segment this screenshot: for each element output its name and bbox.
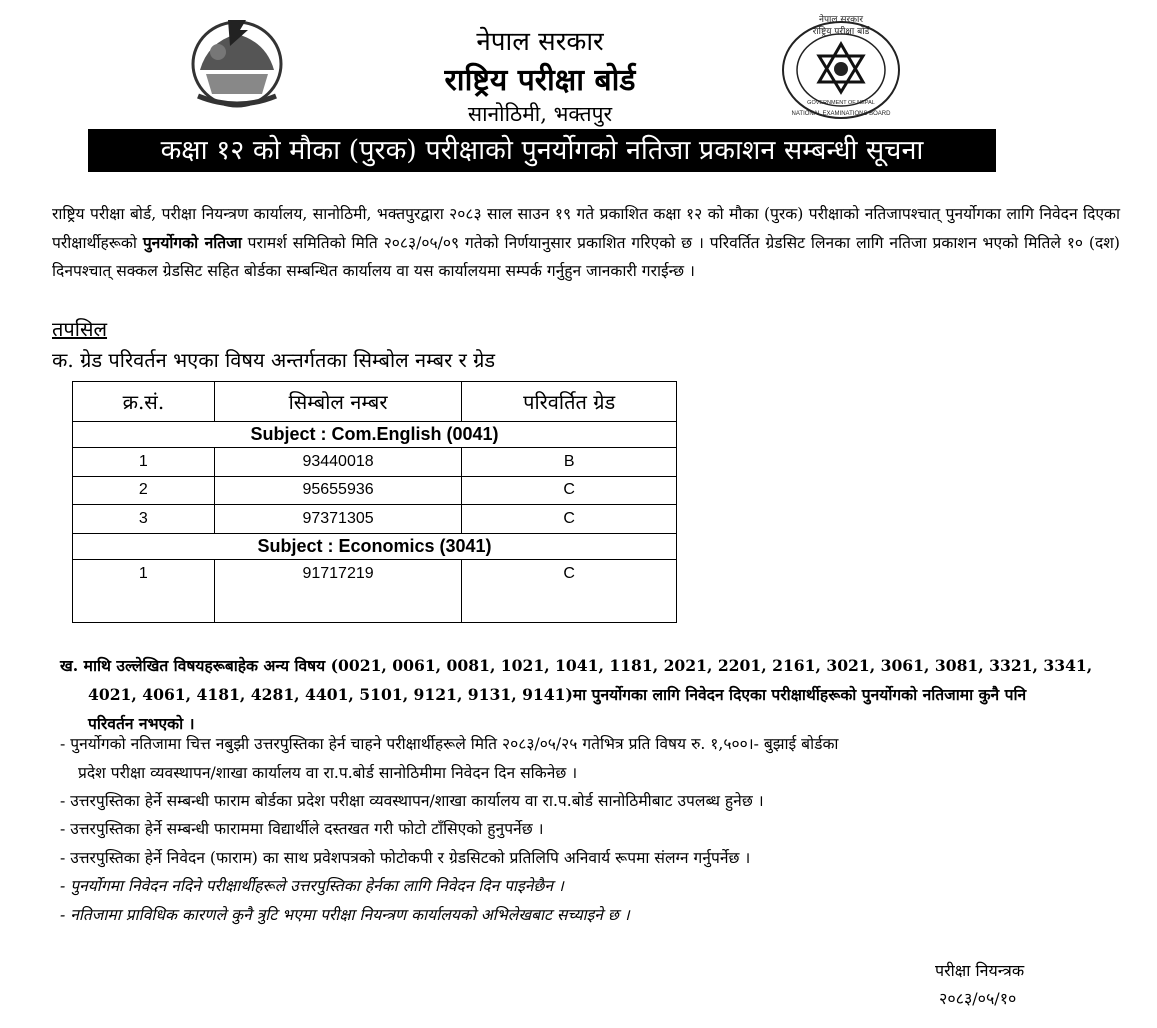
column-header-sn: क्र.सं. (73, 382, 215, 422)
signature-block (935, 957, 1024, 1013)
cell-grade: B (462, 448, 677, 476)
board-name: राष्ट्रिय परीक्षा बोर्ड (444, 63, 636, 98)
cell-sn: 2 (73, 476, 215, 504)
note-dash-5: - पुनर्योगमा निवेदन नदिने परीक्षार्थीहरूले उत्तरपुस्तिका हेर्नका लागि निवेदन दिन पाइनेछैन । (60, 877, 564, 895)
board-seal-icon (778, 12, 904, 122)
cell-sn: 1 (73, 559, 215, 622)
cell-grade: C (462, 505, 677, 533)
table-row (73, 505, 677, 533)
cell-grade: C (462, 559, 677, 622)
intro-paragraph (52, 200, 1120, 286)
grade-change-table (72, 381, 677, 623)
seal-text-ring: NATIONAL EXAMINATIONS BOARD (791, 111, 891, 117)
government-name: नेपाल सरकार (476, 27, 604, 57)
note-kha-line3: परिवर्तन नभएको । (88, 714, 195, 733)
table-row (73, 559, 677, 622)
note-dash-1-line2: प्रदेश परीक्षा व्यवस्थापन/शाखा कार्यालय वा रा.प.बोर्ड सानोठिमीमा निवेदन दिन सकिनेछ । (78, 764, 578, 782)
table-row (73, 448, 677, 476)
column-header-symbol: सिम्बोल नम्बर (214, 382, 462, 422)
note-dash-2: - उत्तरपुस्तिका हेर्ने सम्बन्धी फाराम बोर्डका प्रदेश परीक्षा व्यवस्थापन/शाखा कार्यालय वा रा.प.बोर्ड सानोठिमीबाट उपलब्ध हुनेछ । (60, 792, 764, 810)
section-ka-heading: क. ग्रेड परिवर्तन भएका विषय अन्तर्गतका सिम्बोल नम्बर र ग्रेड (52, 348, 496, 372)
cell-sn: 3 (73, 505, 215, 533)
subject-title: Subject : Com.English (0041) (73, 421, 677, 447)
note-dash-4: - उत्तरपुस्तिका हेर्ने निवेदन (फाराम) का साथ प्रवेशपत्रको फोटोकपी र ग्रेडसिटको प्रतिलिपि अनिवार्य रूपमा संलग्न गर्नुपर्नेछ । (60, 849, 751, 867)
cell-sn: 1 (73, 448, 215, 476)
subject-row (73, 421, 677, 447)
board-address: सानोठिमी, भक्तपुर (467, 102, 613, 126)
subject-title: Subject : Economics (3041) (73, 533, 677, 559)
cell-symbol: 97371305 (214, 505, 462, 533)
subject-row (73, 533, 677, 559)
note-dash-1 (60, 730, 1122, 788)
intro-text-2: परामर्श समितिको मिति २०८३/०५/०९ गतेको निर्णयानुसार प्रकाशित गरिएको छ । परिवर्तित ग्रेडसिट लिनका लागि नतिजा प्रकाशन भएको मितिले १० (दश) दिनपश्चात् सक्कल ग्रेडसिट सहित बोर्डका सम्बन्धित कार्यालय वा यस कार्यालयमा सम्पर्क गर्नुहुन जानकारी गराईन्छ । (52, 233, 1120, 280)
cell-symbol: 91717219 (214, 559, 462, 622)
column-header-grade: परिवर्तित ग्रेड (462, 382, 677, 422)
seal-text-gov: GOVERNMENT OF NEPAL (807, 100, 875, 106)
cell-symbol: 93440018 (214, 448, 462, 476)
signature-title: परीक्षा नियन्त्रक (935, 961, 1025, 980)
note-dash-3: - उत्तरपुस्तिका हेर्ने सम्बन्धी फाराममा विद्यार्थीले दस्तखत गरी फोटो टाँसिएको हुनुपर्नेछ । (60, 820, 544, 838)
note-dash-1-line1: - पुनर्योगको नतिजामा चित्त नबुझी उत्तरपुस्तिका हेर्न चाहने परीक्षार्थीहरूले मिति २०८३/०५/२५ गतेभित्र प्रति विषय रु. १,५००।- बुझाई बोर्डका (60, 735, 839, 753)
notice-banner: कक्षा १२ को मौका (पुरक) परीक्षाको पुनर्योगको नतिजा प्रकाशन सम्बन्धी सूचना (88, 129, 996, 172)
note-dash-6: - नतिजामा प्राविधिक कारणले कुनै त्रुटि भएमा परीक्षा नियन्त्रण कार्यालयको अभिलेखबाट सच्याइने छ । (60, 906, 630, 924)
intro-text-1: राष्ट्रिय परीक्षा बोर्ड, परीक्षा नियन्त्रण कार्यालय, सानोठिमी, भक्तपुरद्वारा २०८३ साल साउन १९ गते प्रकाशित कक्षा १२ को मौका (पुरक) परीक्षाको नतिजापश्चात् पुनर्योगका लागि निवेदन दिएका परीक्षार्थीहरूको (52, 205, 1120, 252)
seal-text-mid: राष्ट्रिय परीक्षा बोर्ड (812, 27, 870, 37)
table-header-row (73, 382, 677, 422)
note-kha (60, 651, 1122, 738)
nepal-emblem-icon (188, 12, 286, 112)
seal-text-top: नेपाल सरकार (818, 15, 864, 25)
cell-symbol: 95655936 (214, 476, 462, 504)
details-heading: तपसिल (52, 317, 108, 341)
cell-grade: C (462, 476, 677, 504)
signature-date: २०८३/०५/१० (939, 989, 1017, 1008)
note-kha-line2: 4021, 4061, 4181, 4281, 4401, 5101, 9121, 9131, 9141)मा पुनर्योगका लागि निवेदन दिएका परीक्षार्थीहरूको पुनर्योगको नतिजामा कुनै पनि (88, 685, 1027, 704)
intro-bold-text: पुनर्योगको नतिजा (142, 232, 242, 252)
note-kha-line1: ख. माथि उल्लेखित विषयहरूबाहेक अन्य विषय (0021, 0061, 0081, 1021, 1041, 1181, 2021, 2201, 2161, 3021, 3061, 3081, 3321, 3341, (60, 656, 1093, 675)
table-row (73, 476, 677, 504)
